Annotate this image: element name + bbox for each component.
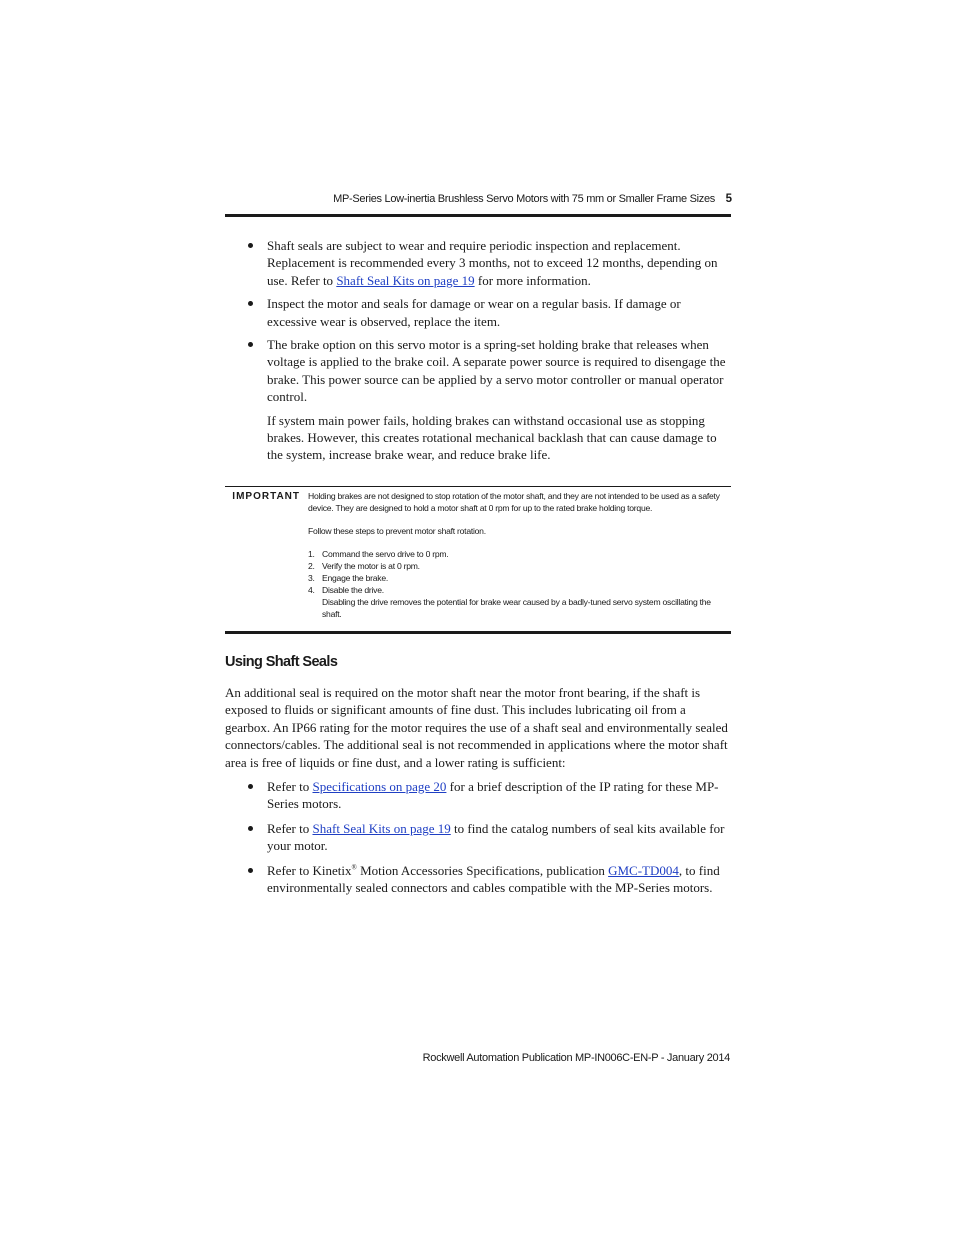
publication-footer: Rockwell Automation Publication MP-IN006C-EN-P - January 2014 [422,1052,730,1064]
list-item-text: to find the catalog numbers of seal kits available for your motor. [267,820,725,854]
list-item-text: The brake option on this servo motor is a spring-set holding brake that releases when voltage is applied to the brake coil. A separate power source is required to disengage the brake. This power source can be applied by a servo motor controller or manual operator control. [267,337,726,405]
bullet-icon [248,342,253,347]
list-item [247,295,731,330]
important-top-rule [225,486,731,487]
specifications-link[interactable]: Specifications on page 20 [312,779,447,794]
section-heading: Using Shaft Seals [225,654,338,670]
step-item [308,572,730,584]
important-steps-list [308,548,730,596]
list-item [247,820,731,855]
list-item-text: for more information. [474,272,591,288]
shaft-seal-kits-link[interactable]: Shaft Seal Kits on page 19 [336,272,475,288]
list-item-text: Refer to [267,820,313,836]
running-header-title: MP-Series Low-inertia Brushless Servo Motors with 75 mm or Smaller Frame Sizes [333,193,715,205]
step-item [308,548,730,560]
maintenance-bullet-list [247,237,731,470]
list-item [247,778,731,813]
bullet-icon [248,301,253,306]
section-intro: An additional seal is required on the motor shaft near the motor front bearing, if the shaft is exposed to fluids or significant amounts of fine dust. This includes lubricating oil from a gearbox. An IP66 rating for the motor requires the use of a shaft seal and environmentally sealed connectors/cables. The additional seal is not recommended in applications where the motor shaft area is free of liquids or fine dust, and a lower rating is sufficient: [225,685,728,770]
list-item-continuation: If system main power fails, holding brakes can withstand occasional use as stopping brakes. However, this creates rotational mechanical backlash that can cause damage to the system, increase brake wear, and reduce brake life. [267,412,717,463]
important-note: Disabling the drive removes the potential for brake wear caused by a badly-tuned servo system oscillating the shaft. [322,597,711,619]
step-number: 2. [308,561,315,571]
list-item-text: , to find environmentally sealed connectors and cables compatible with the MP-Series motors. [267,862,720,896]
important-steps-intro: Follow these steps to prevent motor shaft rotation. [308,526,486,536]
list-item-text: Refer to [267,779,313,794]
step-item [308,584,730,596]
list-item-text: Motion Accessories Specifications, publication [356,862,609,878]
page-number: 5 [725,193,732,205]
bullet-icon [248,826,253,831]
list-item-text: for a brief description of the IP rating for these MP-Series motors. [267,779,719,812]
registered-mark: ® [351,863,357,872]
important-body [308,490,730,620]
step-number: 1. [308,549,315,559]
list-item-text: Shaft seals are subject to wear and require periodic inspection and replacement. Replacement is recommended every 3 months, not to exceed 12 months, depending on use. Refer to [267,238,718,288]
step-text: Engage the brake. [322,573,388,583]
step-number: 3. [308,573,315,583]
important-bottom-rule [225,631,731,634]
list-item-text: Refer to Kinetix [267,862,352,878]
step-text: Command the servo drive to 0 rpm. [322,549,449,559]
list-item-text: Inspect the motor and seals for damage or wear on a regular basis. If damage or excessive wear is observed, replace the item. [267,296,681,329]
step-number: 4. [308,585,315,595]
header-rule [225,214,731,217]
bullet-icon [248,784,253,789]
important-text: Holding brakes are not designed to stop rotation of the motor shaft, and they are not intended to be used as a safety device. They are designed to hold a motor shaft at 0 rpm for up to the rated brake holding torque. [308,491,720,513]
list-item [247,237,731,289]
gmc-td004-link[interactable]: GMC-TD004 [608,862,679,878]
bullet-icon [248,868,253,873]
shaft-seal-kits-link[interactable]: Shaft Seal Kits on page 19 [312,820,451,836]
step-text: Verify the motor is at 0 rpm. [322,561,420,571]
important-label: IMPORTANT [232,491,300,502]
list-item [247,862,731,897]
shaft-seal-bullet-list [247,778,731,902]
step-text: Disable the drive. [322,585,384,595]
list-item [247,336,731,464]
bullet-icon [248,243,253,248]
step-item [308,560,730,572]
